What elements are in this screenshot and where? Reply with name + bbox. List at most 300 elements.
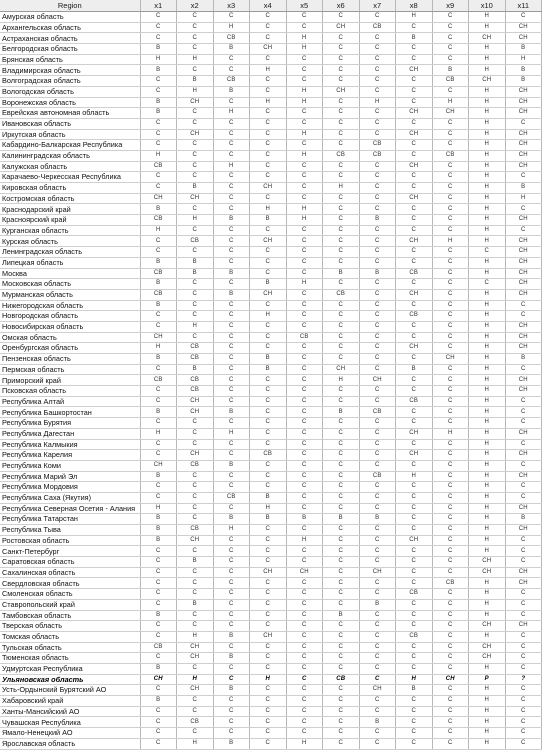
value-cell[interactable]: С — [323, 696, 360, 707]
value-cell[interactable]: С — [250, 482, 287, 493]
value-cell[interactable]: В — [359, 599, 396, 610]
value-cell[interactable]: СН — [323, 86, 360, 97]
value-cell[interactable]: В — [177, 257, 214, 268]
value-cell[interactable]: С — [359, 76, 396, 87]
value-cell[interactable]: С — [505, 728, 542, 739]
value-cell[interactable]: Н — [469, 44, 506, 55]
value-cell[interactable]: С — [323, 386, 360, 397]
value-cell[interactable]: С — [213, 279, 250, 290]
header-x8[interactable]: x8 — [396, 0, 433, 12]
value-cell[interactable]: С — [177, 22, 214, 33]
value-cell[interactable]: С — [396, 386, 433, 397]
value-cell[interactable]: В — [213, 407, 250, 418]
value-cell[interactable]: С — [432, 567, 469, 578]
value-cell[interactable]: СН — [396, 343, 433, 354]
value-cell[interactable]: С — [359, 161, 396, 172]
value-cell[interactable]: Н — [250, 311, 287, 322]
value-cell[interactable]: Н — [177, 215, 214, 226]
value-cell[interactable]: Н — [469, 546, 506, 557]
value-cell[interactable]: С — [323, 140, 360, 151]
value-cell[interactable]: СН — [505, 161, 542, 172]
value-cell[interactable]: В — [177, 557, 214, 568]
value-cell[interactable]: С — [323, 631, 360, 642]
value-cell[interactable]: СВ — [396, 631, 433, 642]
value-cell[interactable]: С — [323, 685, 360, 696]
value-cell[interactable]: С — [505, 653, 542, 664]
value-cell[interactable]: СВ — [140, 161, 177, 172]
value-cell[interactable]: С — [250, 193, 287, 204]
value-cell[interactable]: С — [396, 332, 433, 343]
value-cell[interactable]: С — [505, 663, 542, 674]
value-cell[interactable]: С — [359, 482, 396, 493]
value-cell[interactable]: СН — [177, 407, 214, 418]
value-cell[interactable]: С — [140, 653, 177, 664]
value-cell[interactable]: Н — [140, 503, 177, 514]
value-cell[interactable]: СН — [505, 215, 542, 226]
value-cell[interactable]: С — [140, 599, 177, 610]
value-cell[interactable]: В — [140, 108, 177, 119]
value-cell[interactable]: С — [359, 460, 396, 471]
value-cell[interactable]: С — [323, 332, 360, 343]
value-cell[interactable]: С — [396, 183, 433, 194]
region-name-cell[interactable]: Новосибирская область — [0, 321, 140, 332]
region-name-cell[interactable]: Саратовская область — [0, 557, 140, 568]
value-cell[interactable]: С — [432, 706, 469, 717]
value-cell[interactable]: В — [140, 471, 177, 482]
value-cell[interactable]: С — [286, 557, 323, 568]
value-cell[interactable]: С — [505, 364, 542, 375]
value-cell[interactable]: С — [432, 471, 469, 482]
value-cell[interactable]: С — [250, 225, 287, 236]
value-cell[interactable]: С — [323, 118, 360, 129]
value-cell[interactable]: В — [140, 204, 177, 215]
value-cell[interactable]: СН — [505, 375, 542, 386]
value-cell[interactable]: В — [286, 514, 323, 525]
value-cell[interactable]: С — [396, 514, 433, 525]
region-name-cell[interactable]: Чувашская Республика — [0, 717, 140, 728]
value-cell[interactable]: Н — [140, 54, 177, 65]
value-cell[interactable]: С — [396, 525, 433, 536]
value-cell[interactable]: В — [213, 460, 250, 471]
value-cell[interactable]: С — [140, 546, 177, 557]
value-cell[interactable]: С — [359, 738, 396, 749]
value-cell[interactable]: С — [359, 321, 396, 332]
value-cell[interactable]: С — [250, 685, 287, 696]
value-cell[interactable]: В — [396, 33, 433, 44]
value-cell[interactable]: Н — [469, 503, 506, 514]
value-cell[interactable]: С — [359, 204, 396, 215]
value-cell[interactable]: С — [396, 279, 433, 290]
value-cell[interactable]: СН — [469, 76, 506, 87]
value-cell[interactable]: СВ — [177, 460, 214, 471]
value-cell[interactable]: Н — [469, 460, 506, 471]
value-cell[interactable]: С — [359, 503, 396, 514]
value-cell[interactable]: С — [505, 118, 542, 129]
value-cell[interactable]: С — [213, 118, 250, 129]
value-cell[interactable]: С — [396, 546, 433, 557]
value-cell[interactable]: С — [432, 696, 469, 707]
value-cell[interactable]: СН — [505, 257, 542, 268]
value-cell[interactable]: Н — [469, 439, 506, 450]
value-cell[interactable]: В — [177, 599, 214, 610]
value-cell[interactable]: С — [213, 674, 250, 685]
value-cell[interactable]: С — [213, 343, 250, 354]
value-cell[interactable]: Н — [469, 268, 506, 279]
value-cell[interactable]: Н — [213, 108, 250, 119]
value-cell[interactable]: Н — [140, 428, 177, 439]
value-cell[interactable]: С — [432, 268, 469, 279]
value-cell[interactable]: Н — [286, 204, 323, 215]
value-cell[interactable]: С — [323, 663, 360, 674]
value-cell[interactable]: В — [323, 407, 360, 418]
value-cell[interactable]: С — [286, 225, 323, 236]
value-cell[interactable]: С — [140, 183, 177, 194]
value-cell[interactable]: С — [177, 696, 214, 707]
value-cell[interactable]: С — [250, 578, 287, 589]
value-cell[interactable]: Н — [469, 193, 506, 204]
value-cell[interactable]: С — [177, 108, 214, 119]
value-cell[interactable]: С — [432, 22, 469, 33]
value-cell[interactable]: С — [432, 407, 469, 418]
value-cell[interactable]: С — [323, 33, 360, 44]
value-cell[interactable]: С — [432, 247, 469, 258]
value-cell[interactable]: В — [140, 514, 177, 525]
value-cell[interactable]: С — [323, 642, 360, 653]
value-cell[interactable]: С — [359, 311, 396, 322]
value-cell[interactable]: С — [213, 567, 250, 578]
value-cell[interactable]: С — [177, 172, 214, 183]
value-cell[interactable]: С — [286, 482, 323, 493]
value-cell[interactable]: В — [213, 289, 250, 300]
value-cell[interactable]: СН — [505, 236, 542, 247]
value-cell[interactable]: Н — [469, 140, 506, 151]
value-cell[interactable]: С — [177, 428, 214, 439]
value-cell[interactable]: СН — [396, 193, 433, 204]
value-cell[interactable]: СН — [469, 33, 506, 44]
value-cell[interactable]: С — [323, 492, 360, 503]
value-cell[interactable]: С — [396, 460, 433, 471]
value-cell[interactable]: С — [359, 396, 396, 407]
value-cell[interactable]: Н — [177, 86, 214, 97]
region-name-cell[interactable]: Нижегородская область — [0, 300, 140, 311]
value-cell[interactable]: СН — [505, 150, 542, 161]
value-cell[interactable]: Н — [286, 86, 323, 97]
value-cell[interactable]: С — [177, 418, 214, 429]
value-cell[interactable]: СН — [505, 247, 542, 258]
value-cell[interactable]: С — [250, 621, 287, 632]
value-cell[interactable]: СН — [505, 332, 542, 343]
value-cell[interactable]: С — [432, 129, 469, 140]
value-cell[interactable]: СН — [177, 653, 214, 664]
value-cell[interactable]: С — [250, 118, 287, 129]
value-cell[interactable]: СВ — [177, 717, 214, 728]
value-cell[interactable]: С — [286, 183, 323, 194]
value-cell[interactable]: С — [250, 257, 287, 268]
value-cell[interactable]: С — [396, 44, 433, 55]
value-cell[interactable]: С — [286, 696, 323, 707]
value-cell[interactable]: Н — [469, 343, 506, 354]
value-cell[interactable]: С — [432, 503, 469, 514]
value-cell[interactable]: С — [432, 738, 469, 749]
value-cell[interactable]: С — [432, 525, 469, 536]
value-cell[interactable]: С — [286, 22, 323, 33]
value-cell[interactable]: Н — [286, 215, 323, 226]
value-cell[interactable]: С — [286, 108, 323, 119]
value-cell[interactable]: С — [286, 642, 323, 653]
value-cell[interactable]: С — [396, 140, 433, 151]
value-cell[interactable]: С — [286, 193, 323, 204]
value-cell[interactable]: С — [213, 396, 250, 407]
region-name-cell[interactable]: Пензенская область — [0, 354, 140, 365]
value-cell[interactable]: СН — [469, 557, 506, 568]
region-name-cell[interactable]: Хабаровский край — [0, 696, 140, 707]
value-cell[interactable]: Н — [469, 375, 506, 386]
value-cell[interactable]: С — [396, 215, 433, 226]
header-x9[interactable]: x9 — [432, 0, 469, 12]
value-cell[interactable]: С — [140, 247, 177, 258]
value-cell[interactable]: С — [396, 567, 433, 578]
value-cell[interactable]: В — [140, 663, 177, 674]
value-cell[interactable]: С — [359, 631, 396, 642]
value-cell[interactable]: С — [213, 717, 250, 728]
value-cell[interactable]: С — [140, 129, 177, 140]
value-cell[interactable]: СВ — [140, 289, 177, 300]
value-cell[interactable]: В — [359, 268, 396, 279]
value-cell[interactable]: С — [432, 589, 469, 600]
region-name-cell[interactable]: Ярославская область — [0, 738, 140, 749]
value-cell[interactable]: С — [140, 321, 177, 332]
value-cell[interactable]: СВ — [177, 525, 214, 536]
value-cell[interactable]: С — [432, 653, 469, 664]
value-cell[interactable]: С — [250, 738, 287, 749]
value-cell[interactable]: С — [286, 343, 323, 354]
value-cell[interactable]: В — [177, 76, 214, 87]
value-cell[interactable]: С — [250, 653, 287, 664]
value-cell[interactable]: С — [177, 44, 214, 55]
value-cell[interactable]: Н — [469, 663, 506, 674]
value-cell[interactable]: С — [359, 428, 396, 439]
value-cell[interactable]: СН — [177, 450, 214, 461]
value-cell[interactable]: Н — [469, 354, 506, 365]
value-cell[interactable]: С — [140, 22, 177, 33]
value-cell[interactable]: С — [505, 546, 542, 557]
value-cell[interactable]: С — [359, 728, 396, 739]
value-cell[interactable]: С — [432, 321, 469, 332]
value-cell[interactable]: С — [432, 717, 469, 728]
value-cell[interactable]: ? — [505, 674, 542, 685]
value-cell[interactable]: В — [213, 653, 250, 664]
value-cell[interactable]: С — [213, 65, 250, 76]
value-cell[interactable]: С — [177, 439, 214, 450]
value-cell[interactable]: С — [432, 685, 469, 696]
value-cell[interactable]: С — [250, 108, 287, 119]
value-cell[interactable]: В — [140, 257, 177, 268]
region-name-cell[interactable]: Ханты-Мансийский АО — [0, 706, 140, 717]
value-cell[interactable]: С — [250, 471, 287, 482]
value-cell[interactable]: СВ — [140, 268, 177, 279]
value-cell[interactable]: СН — [396, 428, 433, 439]
value-cell[interactable]: С — [359, 257, 396, 268]
value-cell[interactable]: СН — [177, 97, 214, 108]
region-name-cell[interactable]: Республика Марий Эл — [0, 471, 140, 482]
value-cell[interactable]: В — [250, 215, 287, 226]
value-cell[interactable]: С — [250, 33, 287, 44]
value-cell[interactable]: С — [286, 621, 323, 632]
value-cell[interactable]: С — [505, 460, 542, 471]
value-cell[interactable]: СВ — [359, 140, 396, 151]
value-cell[interactable]: С — [359, 439, 396, 450]
value-cell[interactable]: С — [286, 503, 323, 514]
value-cell[interactable]: Н — [177, 631, 214, 642]
value-cell[interactable]: С — [213, 12, 250, 23]
value-cell[interactable]: С — [286, 65, 323, 76]
value-cell[interactable]: С — [140, 86, 177, 97]
value-cell[interactable]: С — [250, 300, 287, 311]
header-x4[interactable]: x4 — [250, 0, 287, 12]
value-cell[interactable]: С — [250, 386, 287, 397]
value-cell[interactable]: С — [359, 535, 396, 546]
value-cell[interactable]: С — [432, 599, 469, 610]
value-cell[interactable]: С — [359, 225, 396, 236]
value-cell[interactable]: С — [140, 439, 177, 450]
value-cell[interactable]: С — [140, 482, 177, 493]
value-cell[interactable]: С — [286, 471, 323, 482]
region-name-cell[interactable]: Курская область — [0, 236, 140, 247]
value-cell[interactable]: С — [177, 503, 214, 514]
value-cell[interactable]: С — [323, 589, 360, 600]
value-cell[interactable]: С — [177, 589, 214, 600]
value-cell[interactable]: СВ — [359, 471, 396, 482]
region-name-cell[interactable]: Ставропольский край — [0, 599, 140, 610]
value-cell[interactable]: С — [213, 172, 250, 183]
value-cell[interactable]: С — [286, 685, 323, 696]
value-cell[interactable]: В — [250, 354, 287, 365]
value-cell[interactable]: С — [396, 439, 433, 450]
value-cell[interactable]: С — [323, 599, 360, 610]
value-cell[interactable]: С — [140, 396, 177, 407]
value-cell[interactable]: С — [359, 653, 396, 664]
value-cell[interactable]: С — [250, 375, 287, 386]
value-cell[interactable]: Н — [469, 738, 506, 749]
value-cell[interactable]: С — [177, 140, 214, 151]
value-cell[interactable]: С — [359, 386, 396, 397]
value-cell[interactable]: С — [432, 289, 469, 300]
value-cell[interactable]: С — [432, 193, 469, 204]
value-cell[interactable]: С — [359, 364, 396, 375]
value-cell[interactable]: С — [359, 450, 396, 461]
value-cell[interactable]: С — [323, 460, 360, 471]
value-cell[interactable]: С — [359, 172, 396, 183]
value-cell[interactable]: С — [396, 407, 433, 418]
value-cell[interactable]: Н — [469, 161, 506, 172]
value-cell[interactable]: С — [359, 108, 396, 119]
value-cell[interactable]: С — [396, 375, 433, 386]
region-name-cell[interactable]: Республика Карелия — [0, 450, 140, 461]
value-cell[interactable]: С — [323, 396, 360, 407]
value-cell[interactable]: С — [213, 589, 250, 600]
value-cell[interactable]: С — [213, 140, 250, 151]
region-name-cell[interactable]: Иркутская область — [0, 129, 140, 140]
region-name-cell[interactable]: Волгоградская область — [0, 76, 140, 87]
value-cell[interactable]: С — [432, 279, 469, 290]
value-cell[interactable]: СВ — [323, 150, 360, 161]
value-cell[interactable]: С — [505, 557, 542, 568]
value-cell[interactable]: С — [396, 503, 433, 514]
value-cell[interactable]: Н — [286, 279, 323, 290]
value-cell[interactable]: В — [140, 525, 177, 536]
value-cell[interactable]: В — [213, 738, 250, 749]
value-cell[interactable]: С — [359, 300, 396, 311]
value-cell[interactable]: Н — [286, 44, 323, 55]
region-name-cell[interactable]: Республика Калмыкия — [0, 439, 140, 450]
value-cell[interactable]: С — [140, 738, 177, 749]
value-cell[interactable]: Н — [469, 471, 506, 482]
value-cell[interactable]: В — [213, 685, 250, 696]
value-cell[interactable]: С — [359, 546, 396, 557]
value-cell[interactable]: В — [359, 514, 396, 525]
value-cell[interactable]: В — [505, 514, 542, 525]
value-cell[interactable]: С — [505, 172, 542, 183]
value-cell[interactable]: С — [250, 717, 287, 728]
value-cell[interactable]: С — [140, 578, 177, 589]
region-name-cell[interactable]: Республика Башкортостан — [0, 407, 140, 418]
region-name-cell[interactable]: Мурманская область — [0, 289, 140, 300]
value-cell[interactable]: Н — [469, 685, 506, 696]
value-cell[interactable]: С — [396, 642, 433, 653]
value-cell[interactable]: СН — [505, 108, 542, 119]
value-cell[interactable]: С — [432, 343, 469, 354]
value-cell[interactable]: С — [177, 514, 214, 525]
value-cell[interactable]: С — [359, 183, 396, 194]
value-cell[interactable]: СН — [286, 567, 323, 578]
value-cell[interactable]: СН — [505, 428, 542, 439]
value-cell[interactable]: С — [213, 578, 250, 589]
value-cell[interactable]: С — [359, 696, 396, 707]
value-cell[interactable]: СН — [432, 674, 469, 685]
value-cell[interactable]: С — [396, 717, 433, 728]
value-cell[interactable]: С — [396, 86, 433, 97]
region-name-cell[interactable]: Воронежская область — [0, 97, 140, 108]
value-cell[interactable]: С — [323, 311, 360, 322]
value-cell[interactable]: С — [396, 738, 433, 749]
value-cell[interactable]: С — [177, 332, 214, 343]
value-cell[interactable]: С — [177, 204, 214, 215]
header-x3[interactable]: x3 — [213, 0, 250, 12]
value-cell[interactable]: С — [213, 375, 250, 386]
value-cell[interactable]: С — [323, 300, 360, 311]
value-cell[interactable]: С — [432, 386, 469, 397]
value-cell[interactable]: С — [432, 610, 469, 621]
value-cell[interactable]: С — [432, 439, 469, 450]
value-cell[interactable]: С — [359, 610, 396, 621]
value-cell[interactable]: В — [359, 215, 396, 226]
value-cell[interactable]: С — [505, 300, 542, 311]
value-cell[interactable]: С — [213, 696, 250, 707]
value-cell[interactable]: С — [286, 300, 323, 311]
value-cell[interactable]: СН — [396, 236, 433, 247]
region-name-cell[interactable]: Владимирская область — [0, 65, 140, 76]
value-cell[interactable]: СВ — [396, 396, 433, 407]
value-cell[interactable]: Н — [469, 696, 506, 707]
value-cell[interactable]: Н — [469, 482, 506, 493]
value-cell[interactable]: С — [359, 354, 396, 365]
value-cell[interactable]: С — [140, 172, 177, 183]
value-cell[interactable]: Н — [213, 525, 250, 536]
value-cell[interactable]: С — [323, 343, 360, 354]
value-cell[interactable]: С — [250, 268, 287, 279]
region-name-cell[interactable]: Удмуртская Республика — [0, 663, 140, 674]
region-name-cell[interactable]: Астраханская область — [0, 33, 140, 44]
